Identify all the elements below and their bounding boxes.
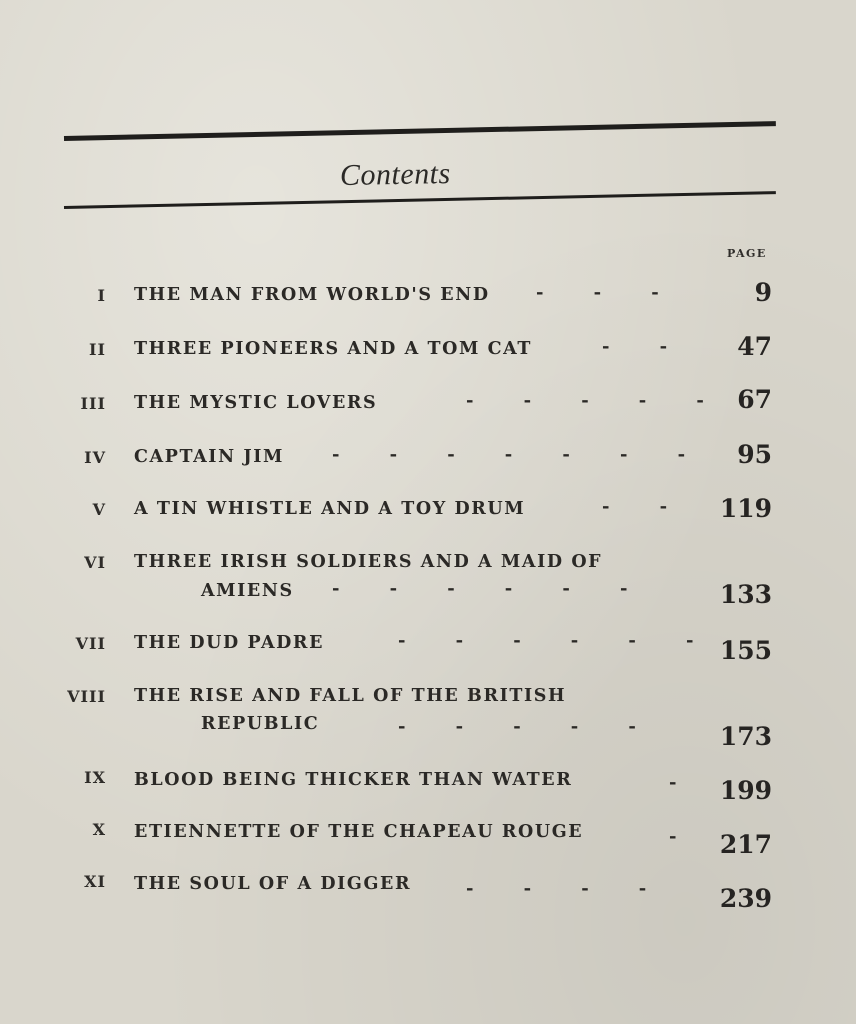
chapter-title: THREE PIONEERS AND A TOM CAT (134, 339, 533, 359)
chapter-page-number: 47 (737, 332, 772, 361)
leader-dots: - - - - - (398, 716, 636, 737)
chapter-page-number: 67 (737, 385, 772, 414)
chapter-title: THE MAN FROM WORLD'S END (134, 285, 490, 305)
chapter-title: THE MYSTIC LOVERS (134, 393, 378, 413)
leader-dots: - - - - - - (332, 578, 628, 599)
chapter-numeral: III (80, 394, 106, 413)
chapter-numeral: II (89, 340, 106, 359)
page-column-heading: PAGE (727, 247, 767, 260)
chapter-page-number: 9 (754, 278, 772, 307)
chapter-title: A TIN WHISTLE AND A TOY DRUM (134, 499, 526, 519)
chapter-title-continued: AMIENS (201, 581, 294, 601)
page-title: Contents (339, 157, 451, 192)
leader-dots: - - (602, 336, 668, 357)
chapter-page-number: 199 (719, 776, 772, 805)
chapter-numeral: XI (84, 872, 106, 891)
chapter-title: THE SOUL OF A DIGGER (134, 874, 412, 894)
leader-dots: - - - - - (466, 390, 704, 411)
chapter-numeral: VIII (67, 687, 106, 706)
chapter-title: ETIENNETTE OF THE CHAPEAU ROUGE (134, 822, 584, 842)
chapter-title: CAPTAIN JIM (134, 447, 285, 467)
chapter-page-number: 173 (719, 722, 772, 751)
chapter-title: THREE IRISH SOLDIERS AND A MAID OF (134, 552, 603, 572)
chapter-numeral: I (97, 286, 106, 305)
chapter-page-number: 217 (719, 830, 772, 859)
leader-dots: - - - - - - (398, 630, 694, 651)
leader-dots: - (669, 826, 677, 847)
leader-dots: - - - - - - - (332, 444, 686, 465)
leader-dots: - - - - (466, 878, 647, 899)
chapter-numeral: X (92, 820, 106, 839)
chapter-title: THE RISE AND FALL OF THE BRITISH (134, 686, 567, 706)
chapter-numeral: V (92, 500, 106, 519)
chapter-numeral: VI (84, 553, 106, 572)
chapter-title: THE DUD PADRE (134, 633, 325, 653)
chapter-numeral: VII (75, 634, 106, 653)
chapter-page-number: 155 (719, 636, 772, 665)
chapter-title: BLOOD BEING THICKER THAN WATER (134, 770, 573, 790)
chapter-page-number: 239 (719, 884, 772, 913)
chapter-numeral: IX (84, 768, 106, 787)
chapter-title-continued: REPUBLIC (201, 714, 320, 734)
leader-dots: - - - (536, 282, 659, 303)
chapter-numeral: IV (84, 448, 106, 467)
chapter-page-number: 133 (719, 580, 772, 609)
chapter-page-number: 95 (737, 440, 772, 469)
bottom-rule (64, 191, 776, 209)
leader-dots: - - (602, 496, 668, 517)
leader-dots: - (669, 772, 677, 793)
top-rule (64, 121, 776, 141)
chapter-page-number: 119 (719, 494, 772, 523)
